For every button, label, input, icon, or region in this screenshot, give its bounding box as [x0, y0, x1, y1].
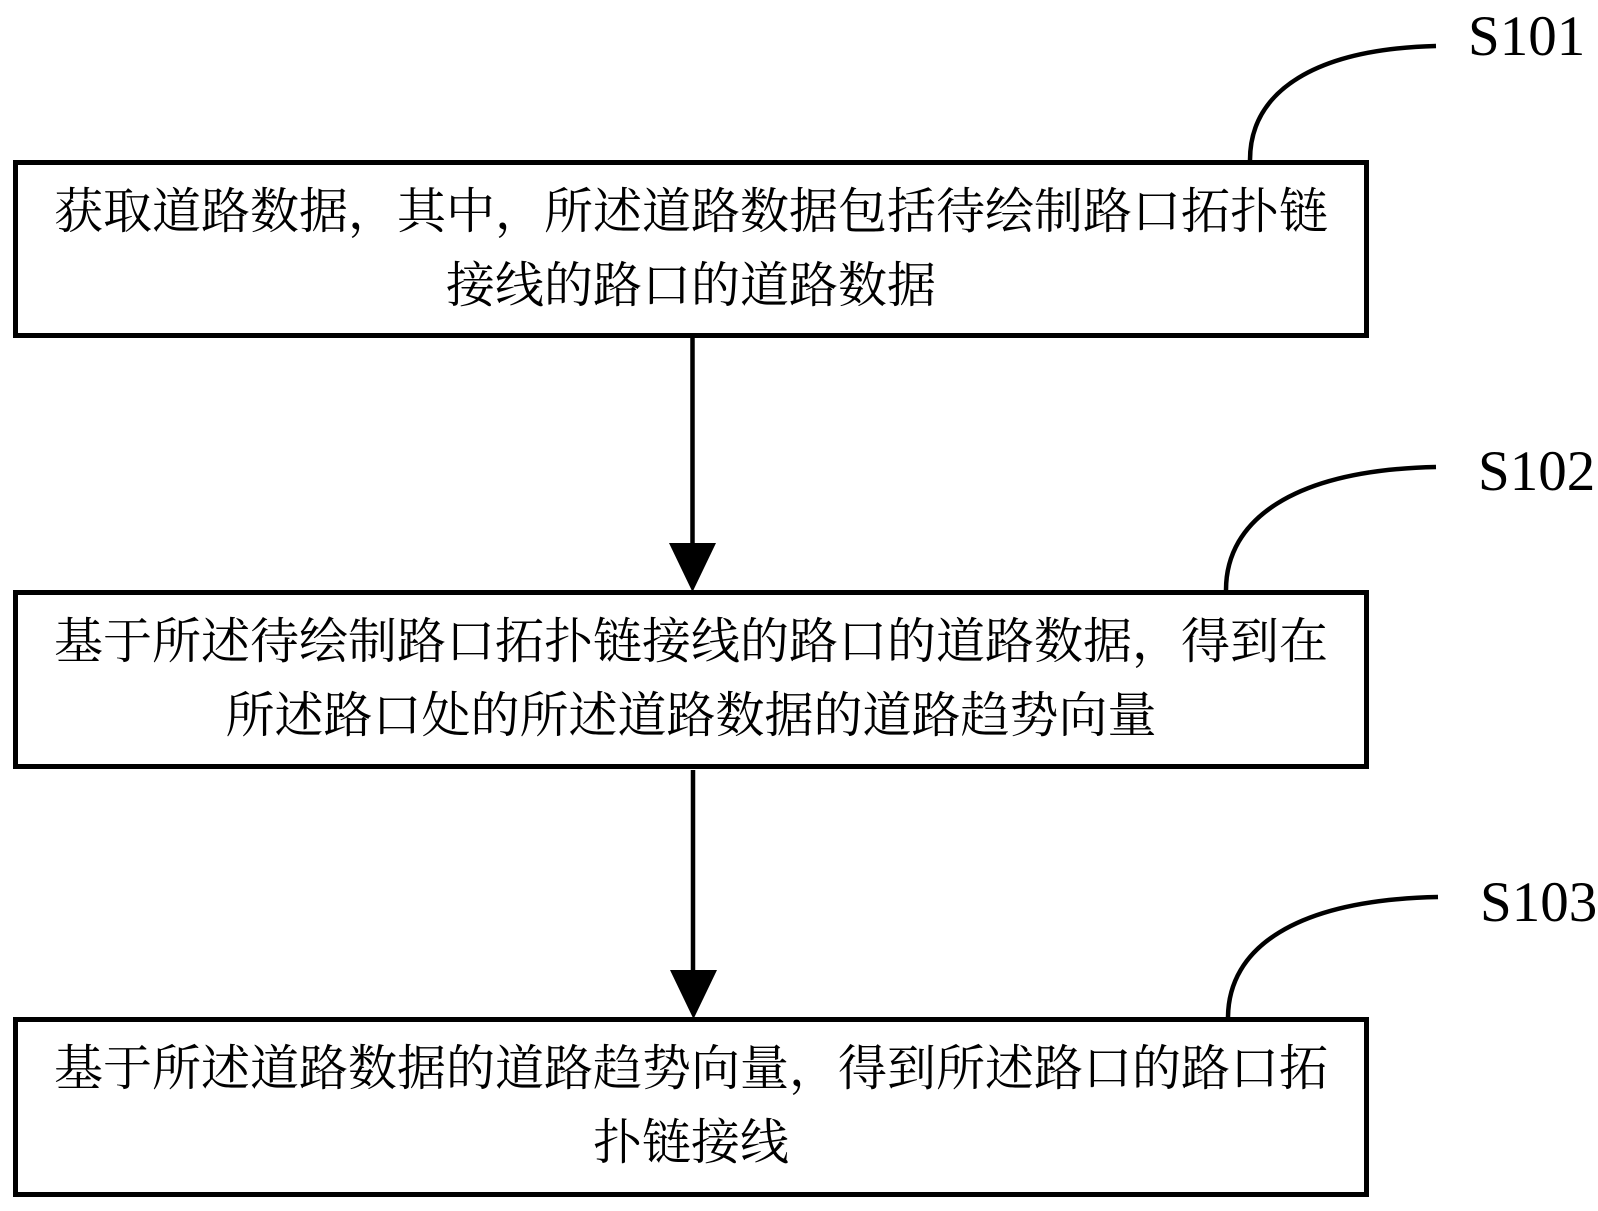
- step-s101-text-line2: 接线的路口的道路数据: [445, 258, 936, 313]
- step-s103-text-line2: 扑链接线: [592, 1115, 789, 1170]
- arrow-head-icon-s102-to-s103: [670, 970, 717, 1019]
- leader-curve-s103: [1228, 897, 1438, 1018]
- step-s101-text-line1: 获取道路数据，其中，所述道路数据包括待绘制路口拓扑链: [53, 184, 1328, 239]
- step-label-s102: S102: [1478, 440, 1596, 503]
- arrow-head-icon-s101-to-s102: [669, 543, 716, 592]
- step-s102-text-line2: 所述路口处的所述道路数据的道路趋势向量: [225, 688, 1157, 743]
- step-s102-text-line1: 基于所述待绘制路口拓扑链接线的路口的道路数据，得到在: [53, 614, 1328, 669]
- step-s103-text-line1: 基于所述道路数据的道路趋势向量，得到所述路口的路口拓: [53, 1041, 1328, 1096]
- step-label-s101: S101: [1468, 5, 1586, 68]
- step-box-s102: [13, 590, 1369, 769]
- leader-curve-s101: [1250, 46, 1436, 160]
- step-box-s103: [13, 1017, 1369, 1197]
- step-label-s103: S103: [1480, 871, 1598, 934]
- leader-curve-s102: [1226, 467, 1436, 590]
- step-box-s101: [13, 160, 1369, 338]
